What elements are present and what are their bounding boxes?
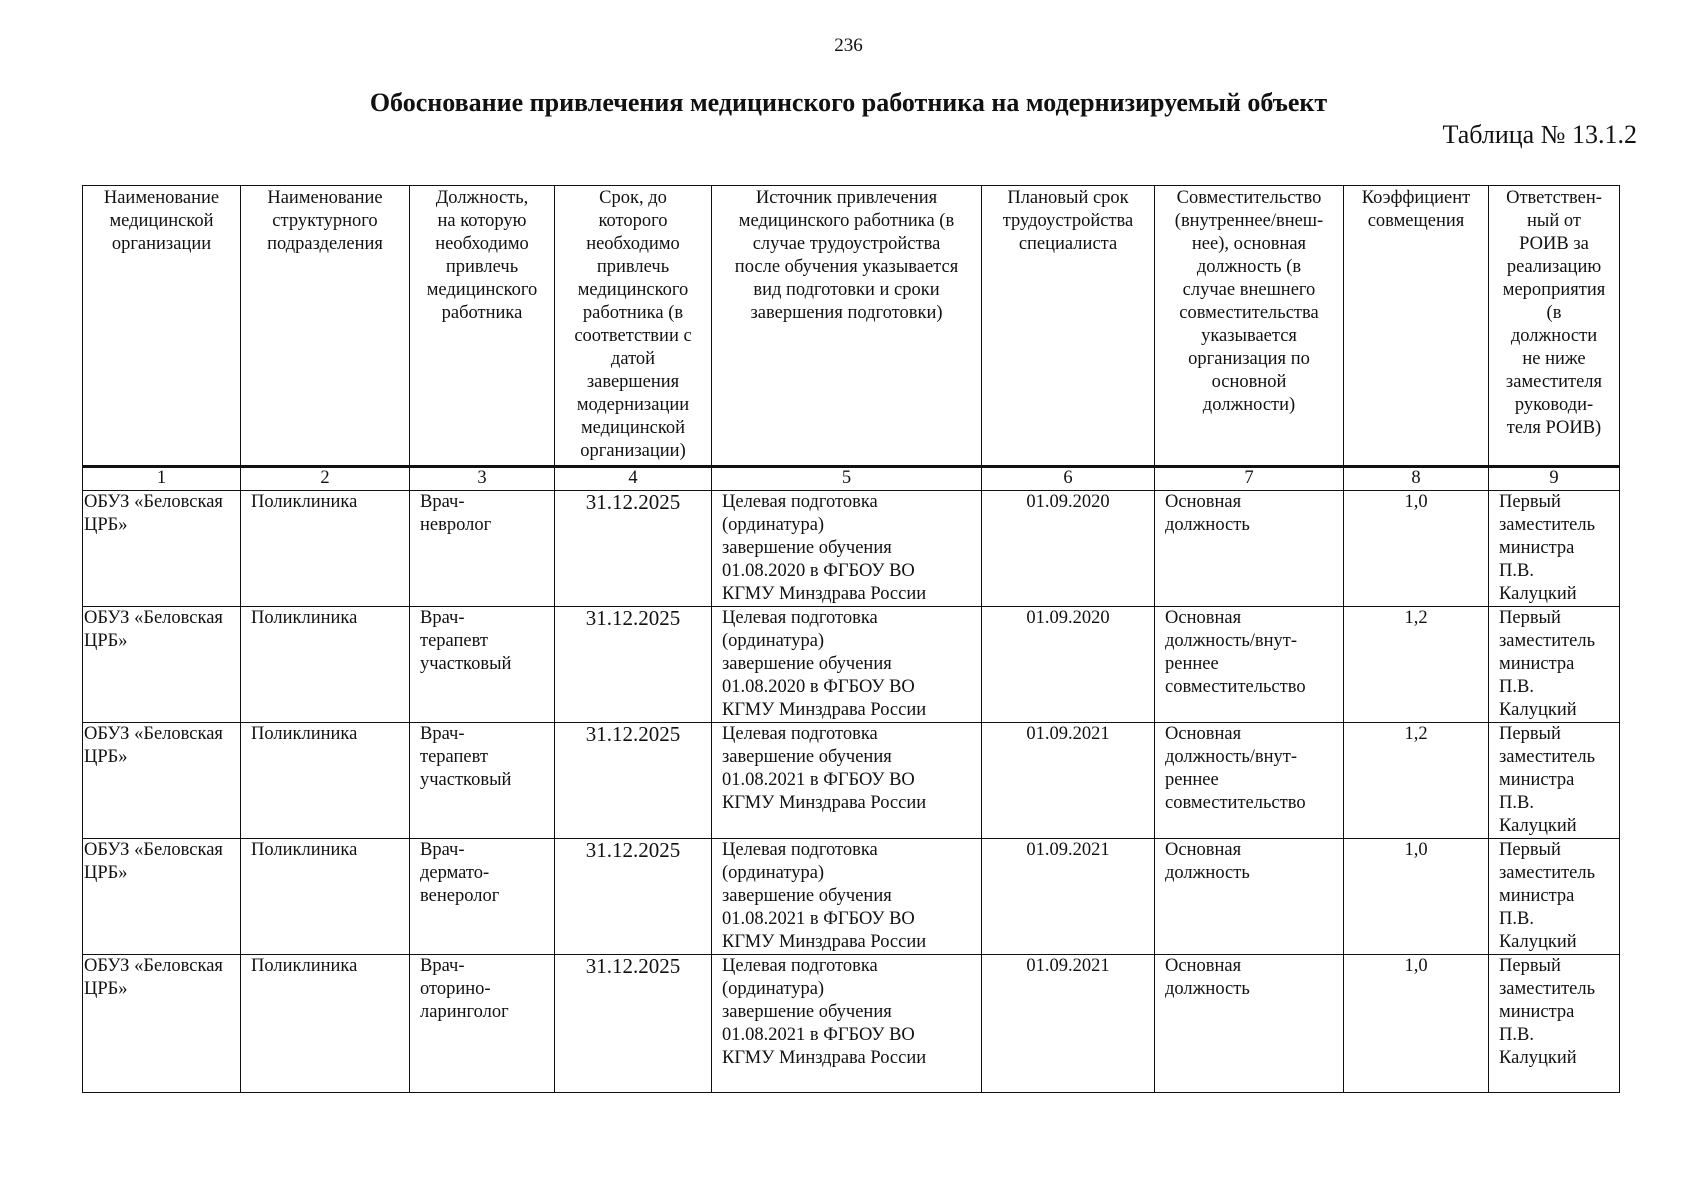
source-cell: Целевая подготовка завершение обучения 01.08.2021 в ФГБОУ ВО КГМУ Минздрава России — [712, 723, 982, 839]
combination-cell: Основная должность/внут- реннее совместительство — [1155, 723, 1344, 839]
organization-cell: ОБУЗ «Беловская ЦРБ» — [83, 723, 241, 839]
table-row — [83, 839, 1620, 955]
combination-cell: Основная должность — [1155, 955, 1344, 1093]
source-cell: Целевая подготовка (ординатура) завершение обучения 01.08.2021 в ФГБОУ ВО КГМУ Минздрава России — [712, 955, 982, 1093]
page-number: 236 — [834, 35, 863, 56]
column-number: 9 — [1489, 467, 1620, 491]
combination-cell: Основная должность — [1155, 839, 1344, 955]
source-cell: Целевая подготовка (ординатура) завершение обучения 01.08.2020 в ФГБОУ ВО КГМУ Минздрава России — [712, 491, 982, 607]
column-header: Должность, на которую необходимо привлечь медицинского работника — [410, 186, 555, 467]
position-cell: Врач- терапевт участковый — [410, 607, 555, 723]
combination-cell: Основная должность/внут- реннее совместительство — [1155, 607, 1344, 723]
staffing-table — [82, 185, 1620, 1093]
column-number: 2 — [241, 467, 410, 491]
responsible-cell: Первый заместитель министра П.В. Калуцкий — [1489, 955, 1620, 1093]
document-title: Обоснование привлечения медицинского работника на модернизируемый объект — [369, 88, 1328, 117]
planned-date-cell: 01.09.2021 — [982, 723, 1155, 839]
column-header: Плановый срок трудоустройства специалиста — [982, 186, 1155, 467]
unit-cell: Поликлиника — [241, 723, 410, 839]
column-number: 3 — [410, 467, 555, 491]
column-header: Срок, до которого необходимо привлечь медицинского работника (в соответствии с датой завершения модернизации медицинской организации) — [555, 186, 712, 467]
deadline-cell: 31.12.2025 — [555, 839, 712, 955]
column-number: 4 — [555, 467, 712, 491]
planned-date-cell: 01.09.2020 — [982, 607, 1155, 723]
coefficient-cell: 1,0 — [1344, 955, 1489, 1093]
coefficient-cell: 1,0 — [1344, 839, 1489, 955]
position-cell: Врач- невролог — [410, 491, 555, 607]
position-cell: Врач- оторино- ларинголог — [410, 955, 555, 1093]
unit-cell: Поликлиника — [241, 607, 410, 723]
column-number: 7 — [1155, 467, 1344, 491]
organization-cell: ОБУЗ «Беловская ЦРБ» — [83, 491, 241, 607]
deadline-cell: 31.12.2025 — [555, 955, 712, 1093]
planned-date-cell: 01.09.2021 — [982, 955, 1155, 1093]
column-header: Коэффициент совмещения — [1344, 186, 1489, 467]
source-cell: Целевая подготовка (ординатура) завершение обучения 01.08.2021 в ФГБОУ ВО КГМУ Минздрава России — [712, 839, 982, 955]
organization-cell: ОБУЗ «Беловская ЦРБ» — [83, 607, 241, 723]
column-number: 1 — [83, 467, 241, 491]
column-header: Наименование структурного подразделения — [241, 186, 410, 467]
column-number-row — [83, 467, 1620, 491]
coefficient-cell: 1,2 — [1344, 723, 1489, 839]
column-number: 6 — [982, 467, 1155, 491]
organization-cell: ОБУЗ «Беловская ЦРБ» — [83, 839, 241, 955]
coefficient-cell: 1,0 — [1344, 491, 1489, 607]
column-header: Источник привлечения медицинского работника (в случае трудоустройства после обучения указывается вид подготовки и сроки завершения подготовки) — [712, 186, 982, 467]
organization-cell: ОБУЗ «Беловская ЦРБ» — [83, 955, 241, 1093]
responsible-cell: Первый заместитель министра П.В. Калуцкий — [1489, 491, 1620, 607]
planned-date-cell: 01.09.2020 — [982, 491, 1155, 607]
column-header: Наименование медицинской организации — [83, 186, 241, 467]
responsible-cell: Первый заместитель министра П.В. Калуцкий — [1489, 723, 1620, 839]
column-header: Ответствен- ный от РОИВ за реализацию мероприятия (в должности не ниже заместителя руководи- теля РОИВ) — [1489, 186, 1620, 467]
column-header: Совместительство (внутреннее/внеш- нее), основная должность (в случае внешнего совместительства указывается организация по основной должности) — [1155, 186, 1344, 467]
column-number: 8 — [1344, 467, 1489, 491]
unit-cell: Поликлиника — [241, 955, 410, 1093]
table-row — [83, 955, 1620, 1093]
deadline-cell: 31.12.2025 — [555, 491, 712, 607]
table-label: Таблица № 13.1.2 — [1442, 120, 1637, 149]
position-cell: Врач- терапевт участковый — [410, 723, 555, 839]
responsible-cell: Первый заместитель министра П.В. Калуцкий — [1489, 839, 1620, 955]
unit-cell: Поликлиника — [241, 491, 410, 607]
deadline-cell: 31.12.2025 — [555, 607, 712, 723]
responsible-cell: Первый заместитель министра П.В. Калуцкий — [1489, 607, 1620, 723]
table-header-row — [83, 186, 1620, 467]
position-cell: Врач- дермато- венеролог — [410, 839, 555, 955]
table-row — [83, 491, 1620, 607]
table-row — [83, 607, 1620, 723]
planned-date-cell: 01.09.2021 — [982, 839, 1155, 955]
combination-cell: Основная должность — [1155, 491, 1344, 607]
table-row — [83, 723, 1620, 839]
column-number: 5 — [712, 467, 982, 491]
coefficient-cell: 1,2 — [1344, 607, 1489, 723]
unit-cell: Поликлиника — [241, 839, 410, 955]
deadline-cell: 31.12.2025 — [555, 723, 712, 839]
source-cell: Целевая подготовка (ординатура) завершение обучения 01.08.2020 в ФГБОУ ВО КГМУ Минздрава России — [712, 607, 982, 723]
